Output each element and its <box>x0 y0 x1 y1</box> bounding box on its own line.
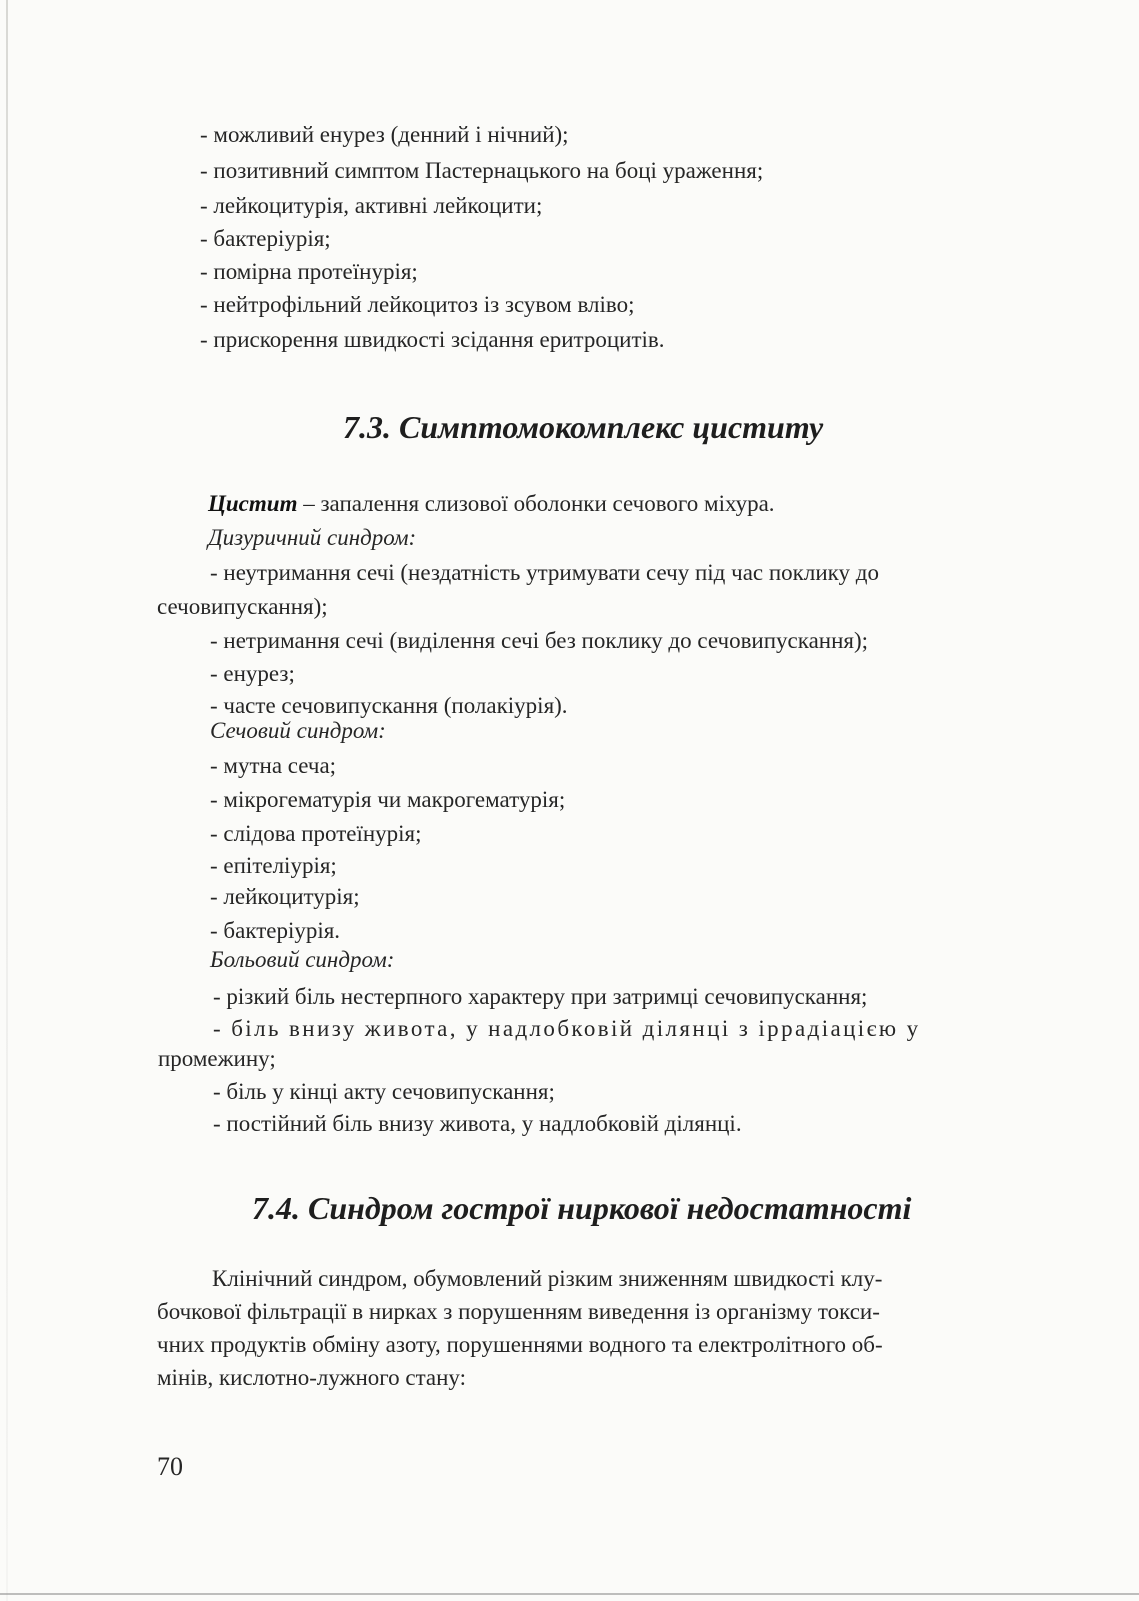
paragraph-line: Клінічний синдром, обумовлений різким зниженням швидкості клу- <box>212 1266 883 1291</box>
list-item: - прискорення швидкості зсідання еритроцитів. <box>200 327 665 352</box>
page-bottom-edge <box>0 1593 1139 1595</box>
page-edge-shadow <box>6 0 8 1601</box>
section-heading-7-3: 7.3. Симптомокомплекс циститу <box>343 409 824 445</box>
definition-line <box>208 490 775 518</box>
list-item: - слідова протеїнурія; <box>210 821 422 846</box>
list-item: - постійний біль внизу живота, у надлобковій ділянці. <box>213 1111 742 1136</box>
dysuric-syndrome-title: Дизуричний синдром: <box>208 525 417 550</box>
list-item: - неутримання сечі (нездатність утримувати сечу під час поклику до <box>210 560 879 585</box>
list-item: - мутна сеча; <box>210 753 337 778</box>
list-item: - бактеріурія; <box>200 226 331 251</box>
list-item: - енурез; <box>210 661 295 686</box>
list-item: - помірна протеїнурія; <box>200 259 418 284</box>
list-item: - лейкоцитурія, активні лейкоцити; <box>200 193 543 218</box>
list-item: - нейтрофільний лейкоцитоз із зсувом вліво; <box>200 292 635 317</box>
page-number: 70 <box>157 1452 183 1481</box>
list-item: - позитивний симптом Пастернацького на боці ураження; <box>200 158 764 183</box>
list-item-continuation: сечовипускання); <box>157 594 328 619</box>
term-cystitis: Цистит <box>208 491 298 516</box>
definition-text: – запалення слизової оболонки сечового міхура. <box>297 491 775 516</box>
list-item: - мікрогематурія чи макрогематурія; <box>210 787 566 812</box>
section-heading-7-4: 7.4. Синдром гострої ниркової недостатності <box>252 1190 912 1226</box>
paragraph-line: чних продуктів обміну азоту, порушеннями водного та електролітного об- <box>157 1332 883 1357</box>
list-item: - нетримання сечі (виділення сечі без поклику до сечовипускання); <box>210 628 869 653</box>
list-item-continuation: промежину; <box>158 1046 276 1071</box>
list-item: - лейкоцитурія; <box>210 884 360 909</box>
paragraph-line: бочкової фільтрації в нирках з порушенням виведення із організму токси- <box>157 1299 880 1324</box>
paragraph-line: мінів, кислотно-лужного стану: <box>157 1365 467 1390</box>
list-item: - біль внизу живота, у надлобковій ділянці з іррадіацією у <box>213 1016 921 1041</box>
list-item: - часте сечовипускання (полакіурія). <box>210 693 568 718</box>
list-item: - можливий енурез (денний і нічний); <box>200 122 569 147</box>
list-item: - різкий біль нестерпного характеру при затримці сечовипускання; <box>213 984 868 1009</box>
pain-syndrome-title: Больовий синдром: <box>210 947 395 972</box>
list-item: - епітеліурія; <box>210 853 337 878</box>
urinary-syndrome-title: Сечовий синдром: <box>210 718 386 743</box>
list-item: - біль у кінці акту сечовипускання; <box>213 1079 555 1104</box>
list-item: - бактеріурія. <box>210 918 341 943</box>
